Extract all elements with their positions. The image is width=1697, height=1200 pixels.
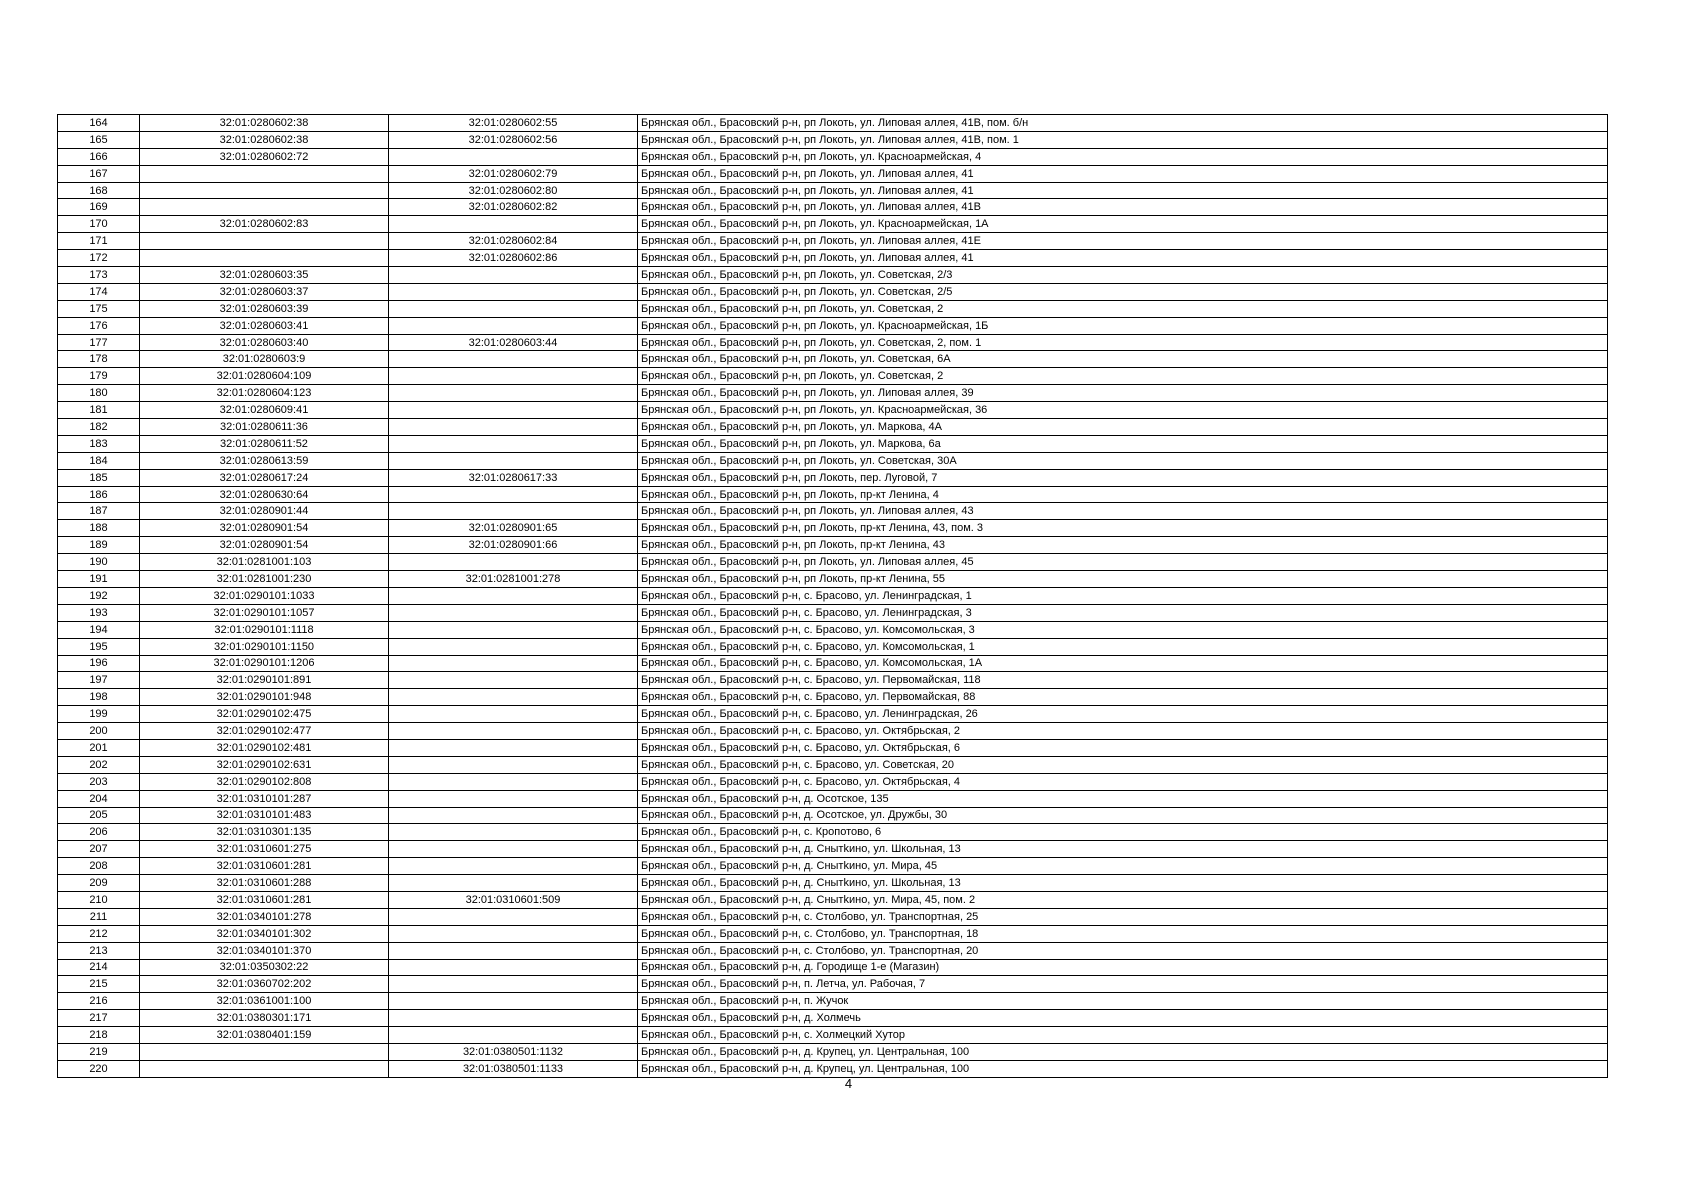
cadastral-number-cell bbox=[140, 199, 389, 216]
cadastral-number-cell: 32:01:0290102:631 bbox=[140, 756, 389, 773]
object-cadastral-number-cell bbox=[389, 976, 638, 993]
address-cell: Брянская обл., Брасовский р-н, рп Локоть, ул. Липовая аллея, 39 bbox=[638, 385, 1608, 402]
row-number-cell: 216 bbox=[58, 993, 140, 1010]
cadastral-number-cell: 32:01:0281001:230 bbox=[140, 571, 389, 588]
address-cell: Брянская обл., Брасовский р-н, рп Локоть, ул. Липовая аллея, 41Е bbox=[638, 233, 1608, 250]
address-cell: Брянская обл., Брасовский р-н, п. Жучок bbox=[638, 993, 1608, 1010]
table-row bbox=[58, 875, 1608, 892]
address-cell: Брянская обл., Брасовский р-н, рп Локоть, ул. Липовая аллея, 43 bbox=[638, 503, 1608, 520]
object-cadastral-number-cell bbox=[389, 875, 638, 892]
object-cadastral-number-cell bbox=[389, 959, 638, 976]
address-cell: Брянская обл., Брасовский р-н, рп Локоть, ул. Советская, 30А bbox=[638, 452, 1608, 469]
object-cadastral-number-cell bbox=[389, 216, 638, 233]
address-cell: Брянская обл., Брасовский р-н, рп Локоть, ул. Советская, 6А bbox=[638, 351, 1608, 368]
row-number-cell: 210 bbox=[58, 891, 140, 908]
object-cadastral-number-cell bbox=[389, 486, 638, 503]
table-row bbox=[58, 267, 1608, 284]
cadastral-number-cell: 32:01:0280604:123 bbox=[140, 385, 389, 402]
object-cadastral-number-cell bbox=[389, 402, 638, 419]
object-cadastral-number-cell bbox=[389, 706, 638, 723]
cadastral-number-cell bbox=[140, 250, 389, 267]
cadastral-number-cell bbox=[140, 182, 389, 199]
row-number-cell: 196 bbox=[58, 655, 140, 672]
object-cadastral-number-cell bbox=[389, 723, 638, 740]
row-number-cell: 195 bbox=[58, 638, 140, 655]
cadastral-number-cell: 32:01:0310601:281 bbox=[140, 858, 389, 875]
cadastral-number-cell: 32:01:0350302:22 bbox=[140, 959, 389, 976]
address-cell: Брянская обл., Брасовский р-н, рп Локоть, пр-кт Ленина, 4 bbox=[638, 486, 1608, 503]
address-cell: Брянская обл., Брасовский р-н, д. Крупец, ул. Центральная, 100 bbox=[638, 1060, 1608, 1077]
table-row bbox=[58, 638, 1608, 655]
table-row bbox=[58, 976, 1608, 993]
table-row bbox=[58, 317, 1608, 334]
row-number-cell: 190 bbox=[58, 554, 140, 571]
address-cell: Брянская обл., Брасовский р-н, рп Локоть, ул. Липовая аллея, 41В, пом. б/н bbox=[638, 115, 1608, 132]
cadastral-number-cell: 32:01:0340101:302 bbox=[140, 925, 389, 942]
cadastral-number-cell: 32:01:0280611:36 bbox=[140, 419, 389, 436]
address-cell: Брянская обл., Брасовский р-н, с. Брасово, ул. Октябрьская, 6 bbox=[638, 739, 1608, 756]
row-number-cell: 215 bbox=[58, 976, 140, 993]
object-cadastral-number-cell: 32:01:0280602:86 bbox=[389, 250, 638, 267]
row-number-cell: 185 bbox=[58, 469, 140, 486]
object-cadastral-number-cell bbox=[389, 739, 638, 756]
cadastral-number-cell: 32:01:0280603:35 bbox=[140, 267, 389, 284]
table-row bbox=[58, 537, 1608, 554]
cadastral-number-cell: 32:01:0280602:83 bbox=[140, 216, 389, 233]
object-cadastral-number-cell bbox=[389, 621, 638, 638]
object-cadastral-number-cell bbox=[389, 317, 638, 334]
cadastral-number-cell: 32:01:0280901:44 bbox=[140, 503, 389, 520]
cadastral-number-cell: 32:01:0280603:41 bbox=[140, 317, 389, 334]
table-row bbox=[58, 283, 1608, 300]
table-row bbox=[58, 672, 1608, 689]
cadastral-number-cell: 32:01:0290101:948 bbox=[140, 689, 389, 706]
cadastral-number-cell: 32:01:0310601:281 bbox=[140, 891, 389, 908]
cadastral-number-cell: 32:01:0290101:891 bbox=[140, 672, 389, 689]
table-row bbox=[58, 689, 1608, 706]
cadastral-number-cell bbox=[140, 165, 389, 182]
object-cadastral-number-cell bbox=[389, 942, 638, 959]
address-cell: Брянская обл., Брасовский р-н, с. Кропотово, 6 bbox=[638, 824, 1608, 841]
row-number-cell: 179 bbox=[58, 368, 140, 385]
object-cadastral-number-cell bbox=[389, 672, 638, 689]
object-cadastral-number-cell: 32:01:0280617:33 bbox=[389, 469, 638, 486]
cadastral-number-cell: 32:01:0280613:59 bbox=[140, 452, 389, 469]
row-number-cell: 205 bbox=[58, 807, 140, 824]
object-cadastral-number-cell bbox=[389, 655, 638, 672]
object-cadastral-number-cell: 32:01:0280602:55 bbox=[389, 115, 638, 132]
row-number-cell: 220 bbox=[58, 1060, 140, 1077]
table-row bbox=[58, 419, 1608, 436]
table-row bbox=[58, 756, 1608, 773]
cadastral-number-cell: 32:01:0280604:109 bbox=[140, 368, 389, 385]
cadastral-number-cell: 32:01:0280603:37 bbox=[140, 283, 389, 300]
object-cadastral-number-cell bbox=[389, 908, 638, 925]
row-number-cell: 209 bbox=[58, 875, 140, 892]
cadastral-number-cell bbox=[140, 1043, 389, 1060]
cadastral-number-cell: 32:01:0360702:202 bbox=[140, 976, 389, 993]
table-row bbox=[58, 452, 1608, 469]
address-cell: Брянская обл., Брасовский р-н, рп Локоть, пр-кт Ленина, 55 bbox=[638, 571, 1608, 588]
address-cell: Брянская обл., Брасовский р-н, рп Локоть, ул. Советская, 2/5 bbox=[638, 283, 1608, 300]
address-cell: Брянская обл., Брасовский р-н, д. Снытkино, ул. Мира, 45, пом. 2 bbox=[638, 891, 1608, 908]
cadastral-number-cell bbox=[140, 233, 389, 250]
table-row bbox=[58, 1010, 1608, 1027]
row-number-cell: 184 bbox=[58, 452, 140, 469]
address-cell: Брянская обл., Брасовский р-н, с. Столбово, ул. Транспортная, 25 bbox=[638, 908, 1608, 925]
table-row bbox=[58, 723, 1608, 740]
table-row bbox=[58, 334, 1608, 351]
table-row bbox=[58, 351, 1608, 368]
address-cell: Брянская обл., Брасовский р-н, д. Снытkино, ул. Мира, 45 bbox=[638, 858, 1608, 875]
address-cell: Брянская обл., Брасовский р-н, рп Локоть, ул. Советская, 2 bbox=[638, 368, 1608, 385]
cadastral-number-cell: 32:01:0280602:72 bbox=[140, 148, 389, 165]
address-cell: Брянская обл., Брасовский р-н, рп Локоть, ул. Липовая аллея, 45 bbox=[638, 554, 1608, 571]
address-cell: Брянская обл., Брасовский р-н, д. Снытkино, ул. Школьная, 13 bbox=[638, 875, 1608, 892]
cadastral-number-cell: 32:01:0290101:1150 bbox=[140, 638, 389, 655]
cadastral-number-cell: 32:01:0280603:39 bbox=[140, 300, 389, 317]
row-number-cell: 172 bbox=[58, 250, 140, 267]
row-number-cell: 200 bbox=[58, 723, 140, 740]
cadastral-number-cell: 32:01:0310601:275 bbox=[140, 841, 389, 858]
address-cell: Брянская обл., Брасовский р-н, рп Локоть, ул. Красноармейская, 4 bbox=[638, 148, 1608, 165]
row-number-cell: 192 bbox=[58, 587, 140, 604]
address-cell: Брянская обл., Брасовский р-н, с. Холмецкий Хутор bbox=[638, 1027, 1608, 1044]
object-cadastral-number-cell bbox=[389, 689, 638, 706]
address-cell: Брянская обл., Брасовский р-н, с. Столбово, ул. Транспортная, 18 bbox=[638, 925, 1608, 942]
object-cadastral-number-cell bbox=[389, 503, 638, 520]
cadastral-number-cell: 32:01:0280617:24 bbox=[140, 469, 389, 486]
row-number-cell: 191 bbox=[58, 571, 140, 588]
address-cell: Брянская обл., Брасовский р-н, с. Брасово, ул. Советская, 20 bbox=[638, 756, 1608, 773]
table-row bbox=[58, 385, 1608, 402]
object-cadastral-number-cell bbox=[389, 554, 638, 571]
object-cadastral-number-cell: 32:01:0310601:509 bbox=[389, 891, 638, 908]
row-number-cell: 203 bbox=[58, 773, 140, 790]
object-cadastral-number-cell bbox=[389, 790, 638, 807]
address-cell: Брянская обл., Брасовский р-н, рп Локоть, ул. Советская, 2, пом. 1 bbox=[638, 334, 1608, 351]
table-row bbox=[58, 486, 1608, 503]
table-row bbox=[58, 250, 1608, 267]
object-cadastral-number-cell bbox=[389, 368, 638, 385]
cadastral-number-cell: 32:01:0280602:38 bbox=[140, 131, 389, 148]
object-cadastral-number-cell bbox=[389, 841, 638, 858]
cadastral-number-cell: 32:01:0361001:100 bbox=[140, 993, 389, 1010]
row-number-cell: 182 bbox=[58, 419, 140, 436]
cadastral-number-cell: 32:01:0281001:103 bbox=[140, 554, 389, 571]
cadastral-number-cell: 32:01:0290101:1206 bbox=[140, 655, 389, 672]
address-cell: Брянская обл., Брасовский р-н, с. Брасово, ул. Ленинградская, 1 bbox=[638, 587, 1608, 604]
row-number-cell: 186 bbox=[58, 486, 140, 503]
row-number-cell: 181 bbox=[58, 402, 140, 419]
cadastral-number-cell: 32:01:0280602:38 bbox=[140, 115, 389, 132]
address-cell: Брянская обл., Брасовский р-н, д. Крупец, ул. Центральная, 100 bbox=[638, 1043, 1608, 1060]
table-row bbox=[58, 520, 1608, 537]
row-number-cell: 168 bbox=[58, 182, 140, 199]
address-cell: Брянская обл., Брасовский р-н, рп Локоть, ул. Красноармейская, 1Б bbox=[638, 317, 1608, 334]
row-number-cell: 171 bbox=[58, 233, 140, 250]
address-cell: Брянская обл., Брасовский р-н, с. Брасово, ул. Ленинградская, 3 bbox=[638, 604, 1608, 621]
address-cell: Брянская обл., Брасовский р-н, рп Локоть, ул. Красноармейская, 1А bbox=[638, 216, 1608, 233]
object-cadastral-number-cell: 32:01:0281001:278 bbox=[389, 571, 638, 588]
table-row bbox=[58, 402, 1608, 419]
row-number-cell: 213 bbox=[58, 942, 140, 959]
cadastral-number-cell: 32:01:0280611:52 bbox=[140, 435, 389, 452]
row-number-cell: 217 bbox=[58, 1010, 140, 1027]
cadastral-number-cell: 32:01:0290101:1033 bbox=[140, 587, 389, 604]
object-cadastral-number-cell: 32:01:0280603:44 bbox=[389, 334, 638, 351]
cadastral-number-cell: 32:01:0280901:54 bbox=[140, 537, 389, 554]
table-row bbox=[58, 1060, 1608, 1077]
object-cadastral-number-cell: 32:01:0380501:1133 bbox=[389, 1060, 638, 1077]
table-row bbox=[58, 621, 1608, 638]
table-row bbox=[58, 131, 1608, 148]
table-row bbox=[58, 1043, 1608, 1060]
row-number-cell: 199 bbox=[58, 706, 140, 723]
object-cadastral-number-cell bbox=[389, 638, 638, 655]
row-number-cell: 176 bbox=[58, 317, 140, 334]
row-number-cell: 193 bbox=[58, 604, 140, 621]
address-cell: Брянская обл., Брасовский р-н, с. Брасово, ул. Ленинградская, 26 bbox=[638, 706, 1608, 723]
cadastral-number-cell: 32:01:0380301:171 bbox=[140, 1010, 389, 1027]
object-cadastral-number-cell: 32:01:0280602:56 bbox=[389, 131, 638, 148]
table-row bbox=[58, 1027, 1608, 1044]
cadastral-number-cell: 32:01:0340101:278 bbox=[140, 908, 389, 925]
address-cell: Брянская обл., Брасовский р-н, с. Брасово, ул. Комсомольская, 1 bbox=[638, 638, 1608, 655]
address-cell: Брянская обл., Брасовский р-н, с. Брасово, ул. Первомайская, 118 bbox=[638, 672, 1608, 689]
table-body bbox=[58, 115, 1608, 1078]
row-number-cell: 180 bbox=[58, 385, 140, 402]
table-row bbox=[58, 706, 1608, 723]
object-cadastral-number-cell bbox=[389, 1027, 638, 1044]
object-cadastral-number-cell: 32:01:0280901:66 bbox=[389, 537, 638, 554]
cadastral-number-cell: 32:01:0280901:54 bbox=[140, 520, 389, 537]
table-row bbox=[58, 942, 1608, 959]
address-cell: Брянская обл., Брасовский р-н, рп Локоть, пер. Луговой, 7 bbox=[638, 469, 1608, 486]
object-cadastral-number-cell bbox=[389, 385, 638, 402]
row-number-cell: 202 bbox=[58, 756, 140, 773]
address-cell: Брянская обл., Брасовский р-н, с. Брасово, ул. Октябрьская, 2 bbox=[638, 723, 1608, 740]
row-number-cell: 175 bbox=[58, 300, 140, 317]
address-cell: Брянская обл., Брасовский р-н, рп Локоть, ул. Советская, 2 bbox=[638, 300, 1608, 317]
cadastral-number-cell: 32:01:0290101:1118 bbox=[140, 621, 389, 638]
cadastral-number-cell: 32:01:0290102:477 bbox=[140, 723, 389, 740]
cadastral-number-cell: 32:01:0280630:64 bbox=[140, 486, 389, 503]
table-row bbox=[58, 233, 1608, 250]
object-cadastral-number-cell bbox=[389, 1010, 638, 1027]
address-cell: Брянская обл., Брасовский р-н, рп Локоть, ул. Липовая аллея, 41В bbox=[638, 199, 1608, 216]
object-cadastral-number-cell: 32:01:0380501:1132 bbox=[389, 1043, 638, 1060]
row-number-cell: 174 bbox=[58, 283, 140, 300]
address-cell: Брянская обл., Брасовский р-н, рп Локоть, ул. Маркова, 4А bbox=[638, 419, 1608, 436]
object-cadastral-number-cell: 32:01:0280602:79 bbox=[389, 165, 638, 182]
object-cadastral-number-cell bbox=[389, 300, 638, 317]
table-row bbox=[58, 199, 1608, 216]
row-number-cell: 194 bbox=[58, 621, 140, 638]
address-cell: Брянская обл., Брасовский р-н, п. Летча, ул. Рабочая, 7 bbox=[638, 976, 1608, 993]
row-number-cell: 214 bbox=[58, 959, 140, 976]
cadastral-number-cell: 32:01:0280603:40 bbox=[140, 334, 389, 351]
table-row bbox=[58, 148, 1608, 165]
table-row bbox=[58, 739, 1608, 756]
row-number-cell: 177 bbox=[58, 334, 140, 351]
cadastral-number-cell bbox=[140, 1060, 389, 1077]
address-cell: Брянская обл., Брасовский р-н, рп Локоть, ул. Липовая аллея, 41 bbox=[638, 182, 1608, 199]
table-row bbox=[58, 604, 1608, 621]
table-row bbox=[58, 435, 1608, 452]
address-cell: Брянская обл., Брасовский р-н, с. Столбово, ул. Транспортная, 20 bbox=[638, 942, 1608, 959]
row-number-cell: 166 bbox=[58, 148, 140, 165]
row-number-cell: 211 bbox=[58, 908, 140, 925]
row-number-cell: 188 bbox=[58, 520, 140, 537]
address-cell: Брянская обл., Брасовский р-н, д. Холмечь bbox=[638, 1010, 1608, 1027]
table-row bbox=[58, 554, 1608, 571]
table-row bbox=[58, 469, 1608, 486]
row-number-cell: 183 bbox=[58, 435, 140, 452]
table-row bbox=[58, 858, 1608, 875]
row-number-cell: 173 bbox=[58, 267, 140, 284]
cadastral-number-cell: 32:01:0290102:481 bbox=[140, 739, 389, 756]
object-cadastral-number-cell: 32:01:0280602:82 bbox=[389, 199, 638, 216]
table-row bbox=[58, 587, 1608, 604]
object-cadastral-number-cell bbox=[389, 452, 638, 469]
object-cadastral-number-cell bbox=[389, 993, 638, 1010]
table-row bbox=[58, 182, 1608, 199]
row-number-cell: 178 bbox=[58, 351, 140, 368]
row-number-cell: 187 bbox=[58, 503, 140, 520]
table-row bbox=[58, 368, 1608, 385]
object-cadastral-number-cell bbox=[389, 756, 638, 773]
address-cell: Брянская обл., Брасовский р-н, рп Локоть, ул. Липовая аллея, 41 bbox=[638, 250, 1608, 267]
address-cell: Брянская обл., Брасовский р-н, рп Локоть, ул. Липовая аллея, 41 bbox=[638, 165, 1608, 182]
table-row bbox=[58, 571, 1608, 588]
address-cell: Брянская обл., Брасовский р-н, с. Брасово, ул. Комсомольская, 1А bbox=[638, 655, 1608, 672]
row-number-cell: 212 bbox=[58, 925, 140, 942]
object-cadastral-number-cell bbox=[389, 351, 638, 368]
address-cell: Брянская обл., Брасовский р-н, д. Осотское, ул. Дружбы, 30 bbox=[638, 807, 1608, 824]
table-row bbox=[58, 841, 1608, 858]
object-cadastral-number-cell bbox=[389, 773, 638, 790]
address-cell: Брянская обл., Брасовский р-н, с. Брасово, ул. Комсомольская, 3 bbox=[638, 621, 1608, 638]
address-cell: Брянская обл., Брасовский р-н, рп Локоть, пр-кт Ленина, 43, пом. 3 bbox=[638, 520, 1608, 537]
table-row bbox=[58, 165, 1608, 182]
address-cell: Брянская обл., Брасовский р-н, д. Осотское, 135 bbox=[638, 790, 1608, 807]
table-row bbox=[58, 115, 1608, 132]
row-number-cell: 197 bbox=[58, 672, 140, 689]
object-cadastral-number-cell: 32:01:0280602:80 bbox=[389, 182, 638, 199]
cadastral-number-cell: 32:01:0290102:808 bbox=[140, 773, 389, 790]
object-cadastral-number-cell bbox=[389, 587, 638, 604]
object-cadastral-number-cell bbox=[389, 283, 638, 300]
address-cell: Брянская обл., Брасовский р-н, рп Локоть, ул. Красноармейская, 36 bbox=[638, 402, 1608, 419]
address-cell: Брянская обл., Брасовский р-н, рп Локоть, пр-кт Ленина, 43 bbox=[638, 537, 1608, 554]
table-row bbox=[58, 655, 1608, 672]
cadastral-number-cell: 32:01:0380401:159 bbox=[140, 1027, 389, 1044]
object-cadastral-number-cell: 32:01:0280602:84 bbox=[389, 233, 638, 250]
row-number-cell: 164 bbox=[58, 115, 140, 132]
table-row bbox=[58, 891, 1608, 908]
table-row bbox=[58, 503, 1608, 520]
table-row bbox=[58, 807, 1608, 824]
object-cadastral-number-cell bbox=[389, 267, 638, 284]
cadastral-number-cell: 32:01:0310601:288 bbox=[140, 875, 389, 892]
table-row bbox=[58, 824, 1608, 841]
row-number-cell: 207 bbox=[58, 841, 140, 858]
row-number-cell: 167 bbox=[58, 165, 140, 182]
object-cadastral-number-cell: 32:01:0280901:65 bbox=[389, 520, 638, 537]
cadastral-number-cell: 32:01:0290101:1057 bbox=[140, 604, 389, 621]
row-number-cell: 204 bbox=[58, 790, 140, 807]
row-number-cell: 201 bbox=[58, 739, 140, 756]
object-cadastral-number-cell bbox=[389, 824, 638, 841]
row-number-cell: 165 bbox=[58, 131, 140, 148]
cadastral-number-cell: 32:01:0310301:135 bbox=[140, 824, 389, 841]
address-cell: Брянская обл., Брасовский р-н, рп Локоть, ул. Липовая аллея, 41В, пом. 1 bbox=[638, 131, 1608, 148]
table-row bbox=[58, 959, 1608, 976]
table-row bbox=[58, 993, 1608, 1010]
address-cell: Брянская обл., Брасовский р-н, с. Брасово, ул. Октябрьская, 4 bbox=[638, 773, 1608, 790]
cadastral-number-cell: 32:01:0340101:370 bbox=[140, 942, 389, 959]
object-cadastral-number-cell bbox=[389, 807, 638, 824]
row-number-cell: 169 bbox=[58, 199, 140, 216]
row-number-cell: 218 bbox=[58, 1027, 140, 1044]
object-cadastral-number-cell bbox=[389, 925, 638, 942]
table-row bbox=[58, 300, 1608, 317]
table-row bbox=[58, 790, 1608, 807]
cadastral-number-cell: 32:01:0280609:41 bbox=[140, 402, 389, 419]
table-row bbox=[58, 773, 1608, 790]
address-cell: Брянская обл., Брасовский р-н, д. Снытkино, ул. Школьная, 13 bbox=[638, 841, 1608, 858]
row-number-cell: 206 bbox=[58, 824, 140, 841]
address-cell: Брянская обл., Брасовский р-н, с. Брасово, ул. Первомайская, 88 bbox=[638, 689, 1608, 706]
row-number-cell: 198 bbox=[58, 689, 140, 706]
table-row bbox=[58, 216, 1608, 233]
row-number-cell: 189 bbox=[58, 537, 140, 554]
object-cadastral-number-cell bbox=[389, 435, 638, 452]
object-cadastral-number-cell bbox=[389, 419, 638, 436]
cadastral-number-cell: 32:01:0280603:9 bbox=[140, 351, 389, 368]
row-number-cell: 208 bbox=[58, 858, 140, 875]
object-cadastral-number-cell bbox=[389, 858, 638, 875]
page-number: 4 bbox=[844, 1076, 853, 1091]
address-cell: Брянская обл., Брасовский р-н, рп Локоть, ул. Маркова, 6а bbox=[638, 435, 1608, 452]
cadastral-number-cell: 32:01:0310101:287 bbox=[140, 790, 389, 807]
cadastral-number-cell: 32:01:0290102:475 bbox=[140, 706, 389, 723]
address-cell: Брянская обл., Брасовский р-н, д. Городище 1-е (Магазин) bbox=[638, 959, 1608, 976]
object-cadastral-number-cell bbox=[389, 604, 638, 621]
table-row bbox=[58, 925, 1608, 942]
row-number-cell: 219 bbox=[58, 1043, 140, 1060]
row-number-cell: 170 bbox=[58, 216, 140, 233]
address-cell: Брянская обл., Брасовский р-н, рп Локоть, ул. Советская, 2/3 bbox=[638, 267, 1608, 284]
table-row bbox=[58, 908, 1608, 925]
cadastral-number-cell: 32:01:0310101:483 bbox=[140, 807, 389, 824]
data-table bbox=[57, 114, 1608, 1078]
object-cadastral-number-cell bbox=[389, 148, 638, 165]
